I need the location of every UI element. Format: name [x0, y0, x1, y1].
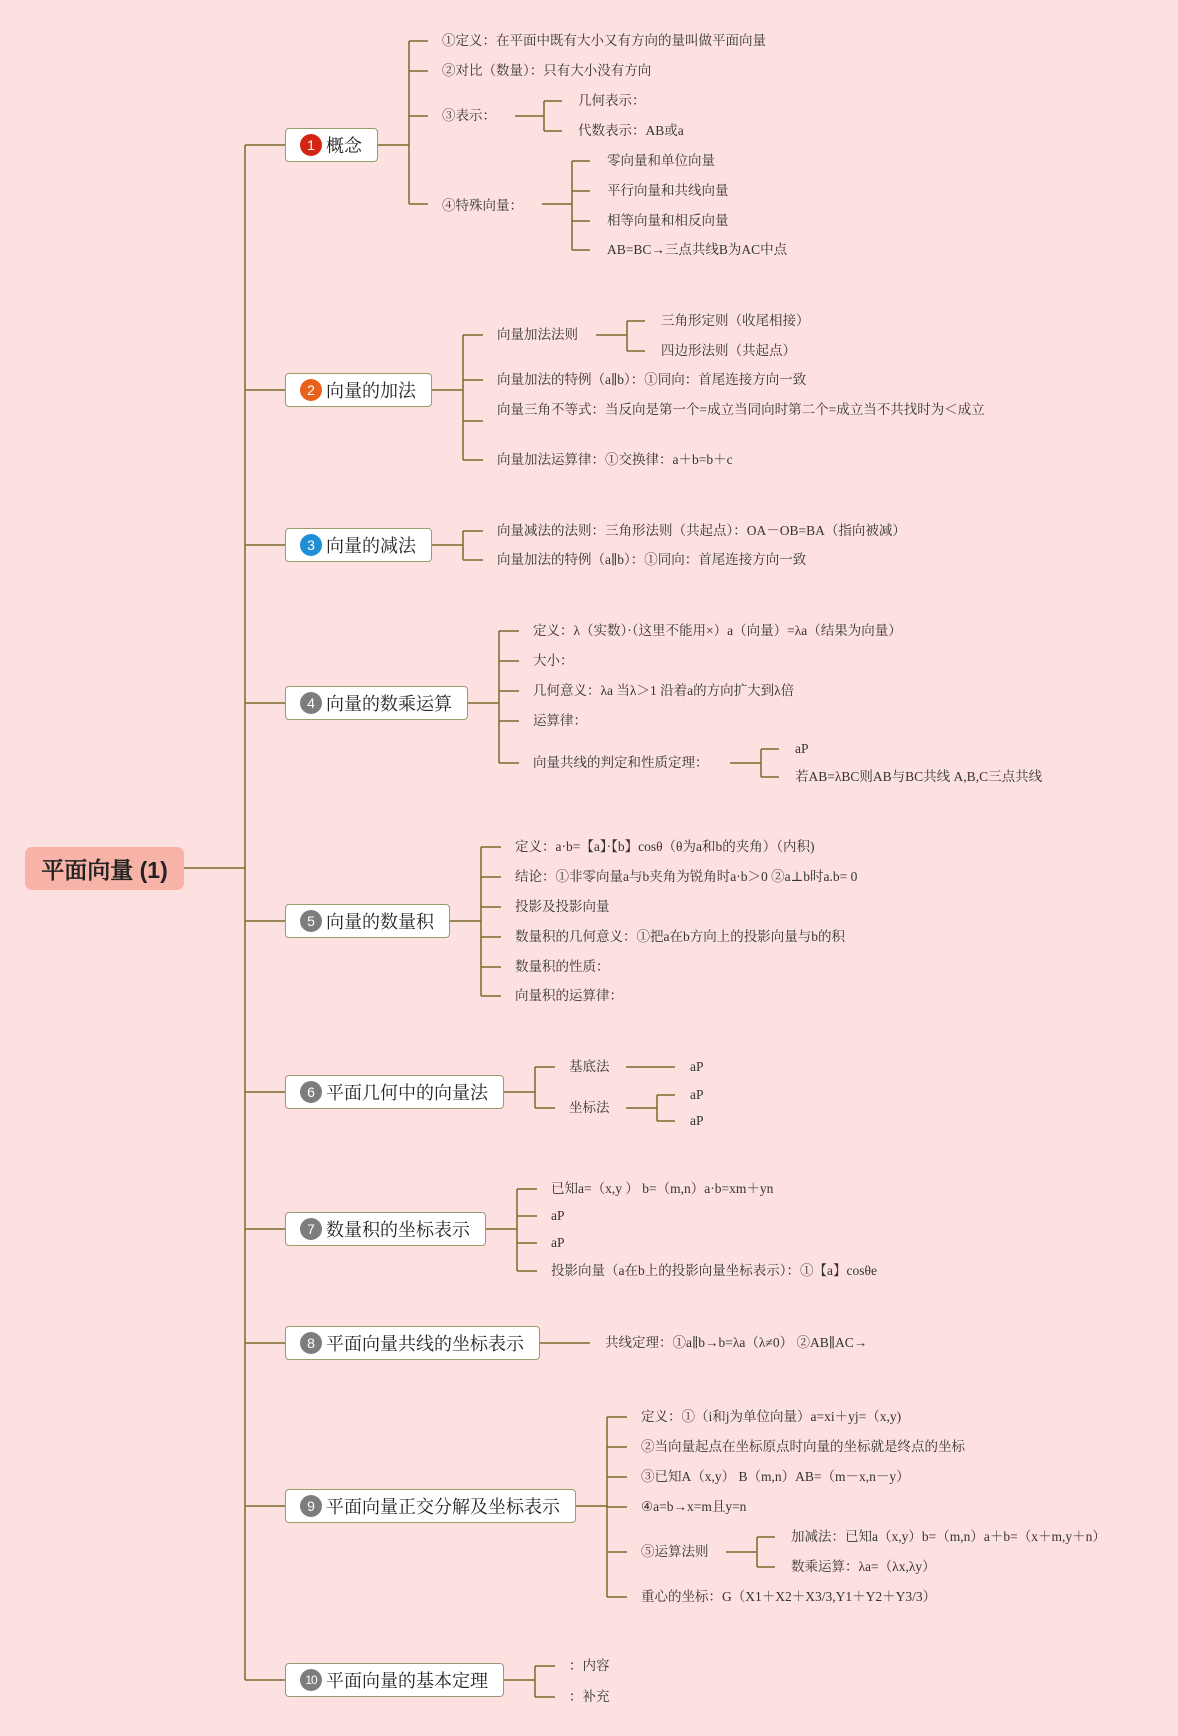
t2-law[interactable]: 向量加法运算律：①交换律：a＋b=b＋c: [497, 452, 733, 467]
t2-special[interactable]: 向量加法的特例（a∥b）：①同向：首尾连接方向一致: [497, 372, 807, 387]
t1-special-2[interactable]: 平行向量和共线向量: [607, 183, 729, 198]
t5-law[interactable]: 向量积的运算律：: [515, 988, 623, 1003]
t2-inequality[interactable]: 向量三角不等式：当反向是第一个=成立当同向时第二个=成立当不共找时为＜成立: [497, 402, 985, 417]
t9-known[interactable]: ③已知A（x,y） B（m,n）AB=（m－x,n－y）: [641, 1469, 910, 1484]
topic-label: 平面向量共线的坐标表示: [326, 1334, 524, 1354]
root-node[interactable]: 平面向量 (1): [25, 847, 184, 890]
t4-definition[interactable]: 定义：λ（实数）·（这里不能用×）a（向量）=λa（结果为向量）: [533, 623, 902, 638]
t6-coord-1[interactable]: aP: [690, 1087, 704, 1102]
t9-origin[interactable]: ②当向量起点在坐标原点时向量的坐标就是终点的坐标: [641, 1439, 965, 1454]
t2-rule[interactable]: 向量加法法则: [497, 327, 578, 342]
t6-basis-1[interactable]: aP: [690, 1059, 704, 1074]
number-9-icon: 9: [300, 1495, 322, 1517]
number-2-icon: 2: [300, 379, 322, 401]
t9-equal[interactable]: ④a=b→x=m且y=n: [641, 1499, 747, 1514]
t4-collinear-2[interactable]: 若AB=λBC则AB与BC共线 A,B,C三点共线: [795, 769, 1043, 784]
t1-special-3[interactable]: 相等向量和相反向量: [607, 213, 729, 228]
t4-collinear[interactable]: 向量共线的判定和性质定理：: [533, 755, 709, 770]
t6-basis[interactable]: 基底法: [569, 1059, 610, 1074]
t10-supplement[interactable]: ：补充: [569, 1689, 610, 1704]
topic-label: 向量的减法: [326, 536, 416, 556]
t4-geo[interactable]: 几何意义：λa 当λ＞1 沿着a的方向扩大到λ倍: [533, 683, 795, 698]
number-4-icon: 4: [300, 692, 322, 714]
topic-7-dot-coord[interactable]: [285, 1212, 486, 1246]
t9-ops-mul[interactable]: 数乘运算：λa=（λx,λy）: [791, 1559, 936, 1574]
number-10-icon: 10: [300, 1669, 322, 1691]
topic-3-subtraction[interactable]: [285, 528, 432, 562]
t5-geo[interactable]: 数量积的几何意义：①把a在b方向上的投影向量与b的积: [515, 929, 845, 944]
t2-rule-parallelogram[interactable]: 四边形法则（共起点）: [661, 343, 796, 358]
t1-contrast[interactable]: ②对比（数量）：只有大小没有方向: [442, 63, 652, 78]
t2-rule-triangle[interactable]: 三角形定则（收尾相接）: [661, 313, 810, 328]
t10-content[interactable]: ：内容: [569, 1658, 610, 1673]
topic-6-geometry[interactable]: [285, 1075, 504, 1109]
t9-centroid[interactable]: 重心的坐标：G（X1＋X2＋X3/3,Y1＋Y2＋Y3/3）: [641, 1589, 937, 1604]
topic-1-concept[interactable]: [285, 128, 378, 162]
topic-label: 平面向量的基本定理: [326, 1671, 488, 1691]
t6-coord[interactable]: 坐标法: [569, 1100, 610, 1115]
topic-label: 平面几何中的向量法: [326, 1083, 488, 1103]
number-1-icon: 1: [300, 134, 322, 156]
number-5-icon: 5: [300, 910, 322, 932]
topic-5-dot-product[interactable]: [285, 904, 450, 938]
t1-special[interactable]: ④特殊向量：: [442, 198, 523, 213]
topic-label: 向量的数乘运算: [326, 694, 452, 714]
topic-8-collinear-coord[interactable]: [285, 1326, 540, 1360]
t1-special-4[interactable]: AB=BC→三点共线B为AC中点: [607, 242, 788, 257]
topic-9-orthogonal[interactable]: [285, 1489, 576, 1523]
t7-p2[interactable]: aP: [551, 1235, 565, 1250]
t9-definition[interactable]: 定义：①（i和j为单位向量）a=xi＋yj=（x,y): [641, 1409, 902, 1424]
t7-p1[interactable]: aP: [551, 1208, 565, 1223]
t9-ops[interactable]: ⑤运算法则: [641, 1544, 709, 1559]
t4-law[interactable]: 运算律：: [533, 713, 587, 728]
t7-projection[interactable]: 投影向量（a在b上的投影向量坐标表示）：①【a】cosθe: [551, 1263, 877, 1278]
t6-coord-2[interactable]: aP: [690, 1113, 704, 1128]
t8-theorem[interactable]: 共线定理：①a∥b→b=λa（λ≠0） ②AB∥AC→: [605, 1335, 868, 1350]
topic-label: 向量的加法: [326, 381, 416, 401]
topic-label: 数量积的坐标表示: [326, 1220, 470, 1240]
number-7-icon: 7: [300, 1218, 322, 1240]
topic-4-scalar-mult[interactable]: [285, 686, 468, 720]
t3-special[interactable]: 向量加法的特例（a∥b）：①同向：首尾连接方向一致: [497, 552, 807, 567]
t1-rep-alg[interactable]: 代数表示：AB或a: [578, 123, 684, 138]
number-3-icon: 3: [300, 534, 322, 556]
t9-ops-add[interactable]: 加减法：已知a（x,y）b=（m,n）a＋b=（x＋m,y＋n）: [791, 1529, 1106, 1544]
t5-projection[interactable]: 投影及投影向量: [515, 899, 610, 914]
t4-collinear-1[interactable]: aP: [795, 741, 809, 756]
t5-property[interactable]: 数量积的性质：: [515, 959, 610, 974]
t5-conclusion[interactable]: 结论：①非零向量a与b夹角为锐角时a·b＞0 ②a⊥b时a.b= 0: [515, 869, 858, 884]
t1-represent[interactable]: ③表示：: [442, 108, 496, 123]
topic-label: 向量的数量积: [326, 912, 434, 932]
t4-size[interactable]: 大小：: [533, 653, 574, 668]
t1-definition[interactable]: ①定义：在平面中既有大小又有方向的量叫做平面向量: [442, 33, 766, 48]
topic-10-theorem[interactable]: [285, 1663, 504, 1697]
t3-rule[interactable]: 向量减法的法则：三角形法则（共起点）：OA－OB=BA（指向被减）: [497, 523, 906, 538]
t1-rep-geo[interactable]: 几何表示：: [578, 93, 646, 108]
t5-definition[interactable]: 定义：a·b=【a】·【b】cosθ（θ为a和b的夹角）（内积): [515, 839, 815, 854]
topic-2-addition[interactable]: [285, 373, 432, 407]
number-6-icon: 6: [300, 1081, 322, 1103]
topic-label: 平面向量正交分解及坐标表示: [326, 1497, 560, 1517]
number-8-icon: 8: [300, 1332, 322, 1354]
t7-known[interactable]: 已知a=（x,y ） b=（m,n）a·b=xm＋yn: [551, 1181, 774, 1196]
topic-label: 概念: [326, 136, 362, 156]
t1-special-1[interactable]: 零向量和单位向量: [607, 153, 715, 168]
